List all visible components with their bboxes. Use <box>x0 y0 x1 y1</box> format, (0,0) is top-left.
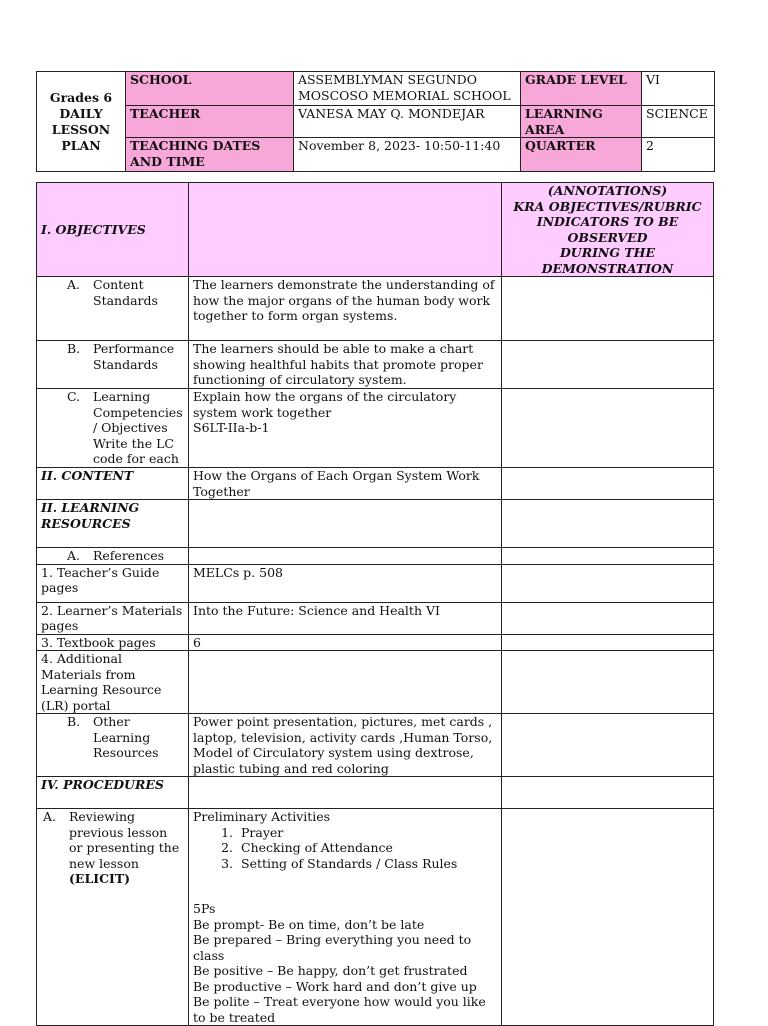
review-label-cell <box>37 809 189 1026</box>
review-row <box>37 809 714 1026</box>
content-standards-label: Content Standards <box>93 277 158 308</box>
list-item: Be positive – Be happy, don’t get frustrated <box>193 963 468 978</box>
blank-cell <box>189 500 502 548</box>
list-item: Be polite – Treat everyone how would you like to be treated <box>193 994 486 1025</box>
references-row <box>37 548 714 565</box>
preliminary-title: Preliminary Activities <box>193 809 331 824</box>
other-resources-letter: B. <box>67 714 81 729</box>
learning-competencies-value: Explain how the organs of the circulatory system work together <box>193 389 457 420</box>
learning-area-value: SCIENCE <box>642 106 715 138</box>
procedures-row <box>37 777 714 809</box>
annotations-line: (ANNOTATIONS) <box>547 183 668 198</box>
content-row <box>37 468 714 500</box>
content-standards-row <box>37 277 714 341</box>
fiveps-title: 5Ps <box>193 901 216 916</box>
teachers-guide-value: MELCs p. 508 <box>189 564 502 602</box>
content-standards-value: The learners demonstrate the understanding of how the major organs of the human body work together to form organ systems. <box>189 277 502 341</box>
learning-competencies-row <box>37 389 714 468</box>
other-resources-value: Power point presentation, pictures, met cards , laptop, television, activity cards ,Human Torso, Model of Circulatory system using dextrose, plastic tubing and red coloring <box>189 714 502 777</box>
list-item: Be productive – Work hard and don’t give up <box>193 978 477 994</box>
list-item: 3. Setting of Standards / Class Rules <box>237 856 497 872</box>
annotation-cell <box>502 634 714 651</box>
annotation-cell <box>502 651 714 714</box>
header-table <box>36 71 715 172</box>
lesson-plan-table <box>36 182 714 1026</box>
performance-standards-label-cell <box>37 341 189 389</box>
dates-label: TEACHING DATES AND TIME <box>126 138 294 172</box>
annotations-heading <box>502 183 714 277</box>
annotation-cell <box>502 277 714 341</box>
performance-standards-value: The learners should be able to make a chart showing healthful habits that promote proper functioning of circulatory system. <box>189 341 502 389</box>
performance-standards-letter: B. <box>67 341 81 356</box>
list-item: 1. Prayer <box>237 825 497 841</box>
blank-cell <box>189 548 502 565</box>
learning-area-label: LEARNING AREA <box>521 106 642 138</box>
performance-standards-row <box>37 341 714 389</box>
teacher-value: VANESA MAY Q. MONDEJAR <box>294 106 521 138</box>
annotation-cell <box>502 548 714 565</box>
content-value: How the Organs of Each Organ System Work Together <box>189 468 502 500</box>
performance-standards-label: Performance Standards <box>93 341 175 372</box>
grade-title-line: DAILY <box>59 105 103 121</box>
learning-competencies-label: Learning Competencies / Objectives Write the LC code for each <box>93 389 183 466</box>
review-label: Reviewing previous lesson or presenting the new lesson <box>69 809 180 871</box>
annotation-cell <box>502 714 714 777</box>
learning-resources-row <box>37 500 714 548</box>
list-item: 2. Checking of Attendance <box>237 840 497 856</box>
textbook-row <box>37 634 714 651</box>
procedures-heading: IV. PROCEDURES <box>37 777 189 809</box>
grade-level-label: GRADE LEVEL <box>521 72 642 106</box>
annotation-cell <box>502 564 714 602</box>
annotation-cell <box>502 777 714 809</box>
teacher-label: TEACHER <box>126 106 294 138</box>
annotation-cell <box>502 468 714 500</box>
references-label-cell <box>37 548 189 565</box>
learning-resources-heading: II. LEARNING RESOURCES <box>37 500 189 548</box>
grade-title-line: LESSON <box>51 121 111 137</box>
learning-competencies-label-cell <box>37 389 189 468</box>
annotation-cell <box>502 809 714 1026</box>
annotation-cell <box>502 602 714 634</box>
objectives-heading: I. OBJECTIVES <box>37 183 189 277</box>
other-resources-row <box>37 714 714 777</box>
grade-title <box>37 72 126 172</box>
school-value: ASSEMBLYMAN SEGUNDO MOSCOSO MEMORIAL SCHOOL <box>294 72 521 106</box>
other-resources-label: Other Learning Resources <box>93 714 159 760</box>
school-label: SCHOOL <box>126 72 294 106</box>
other-resources-label-cell <box>37 714 189 777</box>
learning-competencies-letter: C. <box>67 389 81 404</box>
review-letter: A. <box>43 809 57 824</box>
objectives-blank <box>189 183 502 277</box>
learners-materials-value: Into the Future: Science and Health VI <box>189 602 502 634</box>
references-label: References <box>93 548 165 563</box>
quarter-value: 2 <box>642 138 715 172</box>
list-item: Be prompt- Be on time, don’t be late <box>193 916 425 932</box>
learning-competencies-cell <box>189 389 502 468</box>
content-standards-letter: A. <box>67 277 81 292</box>
grade-title-line: PLAN <box>61 137 101 153</box>
teachers-guide-row <box>37 564 714 602</box>
blank-cell <box>189 651 502 714</box>
review-tag: (ELICIT) <box>69 871 131 886</box>
annotations-line: INDICATORS TO BE OBSERVED <box>536 214 679 245</box>
content-heading: II. CONTENT <box>37 468 189 500</box>
references-letter: A. <box>67 548 81 563</box>
review-label-wrap <box>69 809 184 887</box>
textbook-label: 3. Textbook pages <box>37 634 189 651</box>
annotations-line: KRA OBJECTIVES/RUBRIC <box>513 198 702 214</box>
objectives-row <box>37 183 714 277</box>
additional-materials-row <box>37 651 714 714</box>
textbook-value: 6 <box>189 634 502 651</box>
annotations-line: DURING THE DEMONSTRATION <box>541 245 674 276</box>
grade-title-line: Grades 6 <box>49 89 113 105</box>
annotation-cell <box>502 341 714 389</box>
annotation-cell <box>502 389 714 468</box>
additional-materials-label: 4. Additional Materials from Learning Resource (LR) portal <box>37 651 189 714</box>
teachers-guide-label: 1. Teacher’s Guide pages <box>37 564 189 602</box>
dates-value: November 8, 2023- 10:50-11:40 <box>294 138 521 172</box>
quarter-label: QUARTER <box>521 138 642 172</box>
content-standards-label-cell <box>37 277 189 341</box>
preliminary-list <box>193 825 497 872</box>
learning-competencies-code: S6LT-IIa-b-1 <box>193 420 270 435</box>
grade-level-value: VI <box>642 72 715 106</box>
learners-materials-row <box>37 602 714 634</box>
blank-cell <box>189 777 502 809</box>
annotation-cell <box>502 500 714 548</box>
list-item: Be prepared – Bring everything you need to class <box>193 932 472 963</box>
review-content-cell <box>189 809 502 1026</box>
learners-materials-label: 2. Learner’s Materials pages <box>37 602 189 634</box>
spacer <box>193 871 497 901</box>
